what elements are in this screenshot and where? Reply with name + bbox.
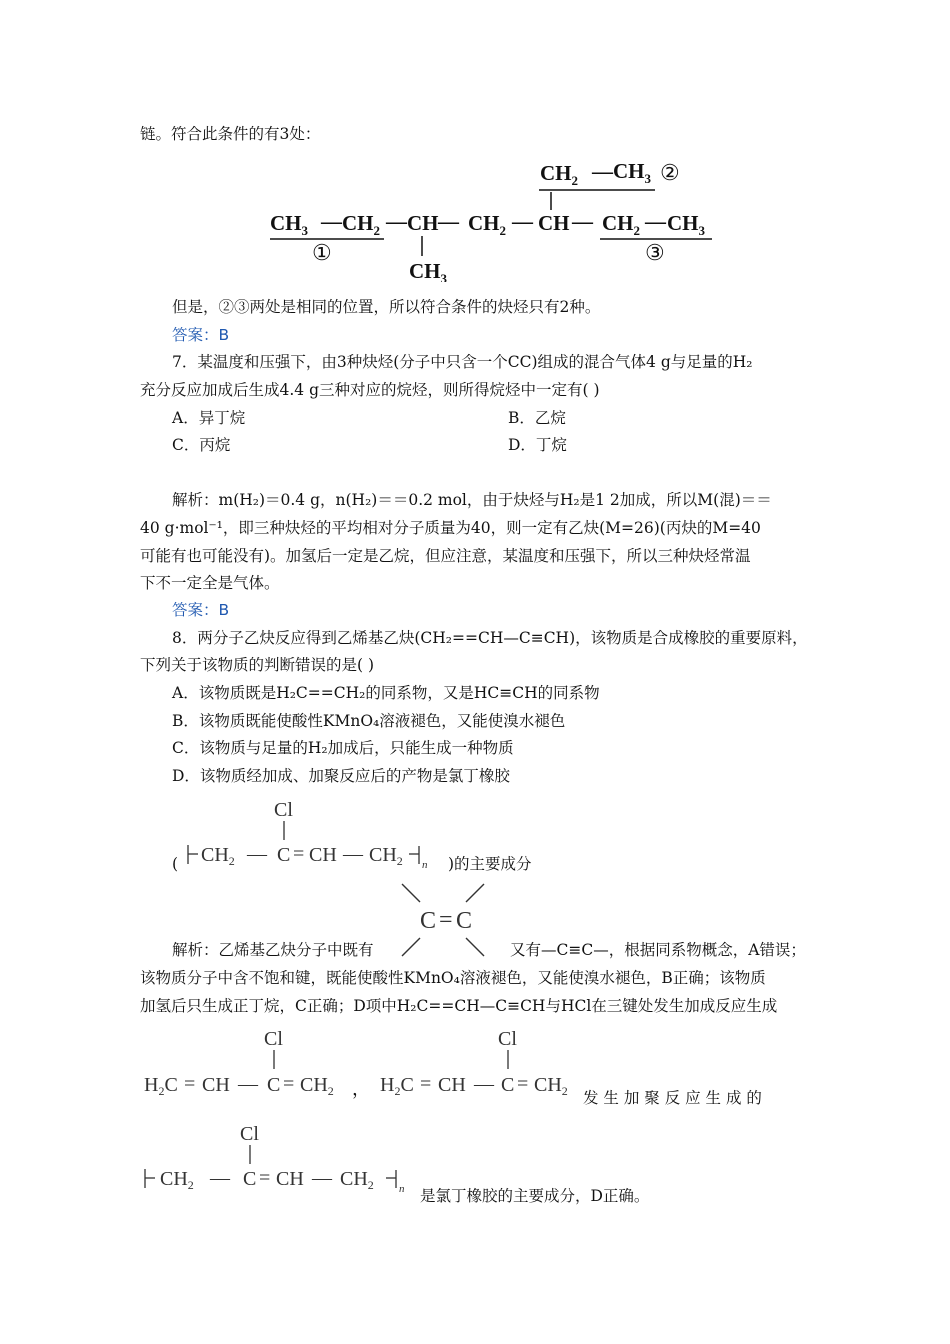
chloroprene-1 [142,1025,362,1099]
svg-text:n: n [399,1183,405,1195]
main-ch3b: $CH_3$ [667,211,705,238]
dash-1: — [321,209,342,233]
intro-line: 链。符合此条件的有3处： [140,125,321,143]
svg-text:C: C [243,1168,257,1190]
svg-text:=: = [259,1167,271,1189]
svg-text:=: = [293,843,305,865]
q8-explanation-3: 加氢后只生成正丁烷，C正确；D项中H₂C==CH—C≡CH与HCl在三键处发生加成反应生成 [140,997,778,1015]
svg-text:Cl: Cl [498,1028,517,1050]
mark-2: ② [660,160,680,185]
polymer-structure-1 [183,796,443,876]
q8-explanation-lead: 解析：乙烯基乙炔分子中既有 [172,941,374,959]
poly-close-text: )的主要成分 [448,855,532,873]
q7-explanation-3: 可能有也可能没有)。加氢后一定是乙烷，但应注意，某温度和压强下，所以三种炔烃常温 [140,547,751,565]
q7-explanation-1: 解析：m(H₂)＝0.4 g，n(H₂)＝＝0.2 mol，由于炔烃与H₂是1 2加成，所以M(混)＝＝ [172,491,772,509]
svg-text:Cl: Cl [264,1028,283,1050]
svg-text:C: C [456,908,473,934]
q7-option-b: B．乙烷 [508,409,566,427]
q8-explanation-lead-2: 又有—C≡C—，根据同系物概念，A错误； [510,941,806,959]
svg-text:=: = [439,907,453,933]
q7-option-d: D．丁烷 [508,436,567,454]
q8-option-d: D．该物质经加成、加聚反应后的产物是氯丁橡胶 [172,767,510,785]
svg-text:=: = [184,1073,196,1095]
main-ch3: $CH_3$ [270,211,308,238]
q8-option-b: B．该物质既能使酸性KMnO₄溶液褪色，又能使溴水褪色 [172,712,566,730]
comma: ， [352,1079,370,1100]
mark-3: ③ [645,240,665,265]
svg-text:C: C [267,1074,281,1096]
svg-text:Cl: Cl [274,799,293,821]
q7-option-c: C．丙烷 [172,436,231,454]
svg-text:CH: CH [276,1168,304,1190]
q8-option-c: C．该物质与足量的H₂加成后，只能生成一种物质 [172,739,514,757]
svg-text:=: = [420,1073,432,1095]
svg-text:=: = [283,1073,295,1095]
svg-text:CH: CH [438,1074,466,1096]
q8-option-a: A．该物质既是H₂C==CH₂的同系物，又是HC≡CH的同系物 [172,684,600,702]
polymer-structure-2 [140,1120,430,1200]
q7-line2: 充分反应加成后生成4.4 g三种对应的烷烃，则所得烷烃中一定有( ) [140,381,600,399]
q8-explanation-4-tail: 发 生 加 聚 反 应 生 成 的 [583,1089,762,1107]
svg-text:H2C: $H_2C$ [380,1074,414,1098]
dash-5: — [572,209,593,233]
svg-text:Cl: Cl [240,1123,259,1145]
svg-text:=: = [517,1073,529,1095]
q7-line1: 7．某温度和压强下，由3种炔烃(分子中只含一个CC)组成的混合气体4 g与足量的H₂ [172,353,753,371]
svg-text:H2C: $H_2C$ [144,1074,178,1098]
top-ch2: $CH_2$ [540,161,578,188]
svg-text:CH: CH [202,1074,230,1096]
methyl: $CH_3$ [409,259,447,282]
q7-explanation-2: 40 g·mol⁻¹，即三种炔烃的平均相对分子质量为40，则一定有乙炔(M=26)(丙炔的M=40 [140,519,761,537]
poly-open-paren: ( [172,855,179,873]
svg-text:—: — [343,843,363,865]
q7-explanation-4: 下不一定全是气体。 [140,574,280,592]
dash-3: — [438,209,459,233]
svg-text:C: C [501,1074,515,1096]
svg-text:CH2: $CH_2$ [340,1168,374,1192]
alkene-structure [398,880,498,960]
q7-answer: 答案：B [172,601,230,619]
svg-text:C: C [420,908,437,934]
svg-text:CH2: $CH_2$ [300,1074,334,1098]
q8-line2: 下列关于该物质的判断错误的是( ) [140,656,375,674]
main-ch2b: $CH_2$ [468,211,506,238]
main-ch-b: CH [538,211,570,235]
dash-6: — [645,209,666,233]
svg-text:—: — [210,1167,230,1189]
q7-option-a: A．异丁烷 [172,409,246,427]
chloroprene-2 [378,1025,598,1099]
q6-note: 但是，②③两处是相同的位置，所以符合条件的炔烃只有2种。 [172,298,601,316]
svg-text:CH2: $CH_2$ [160,1168,194,1192]
svg-text:—: — [247,843,267,865]
svg-text:n: n [422,859,428,871]
top-ch3: $—CH_3$ [592,159,651,186]
svg-text:C: C [277,844,291,866]
dash-4: — [512,209,533,233]
main-ch2a: $CH_2$ [342,211,380,238]
svg-text:—: — [238,1073,258,1095]
svg-text:CH2: $CH_2$ [201,844,235,868]
mark-1: ① [312,240,332,265]
q8-explanation-5-tail: 是氯丁橡胶的主要成分，D正确。 [420,1187,650,1205]
svg-text:CH2: $CH_2$ [369,844,403,868]
svg-text:CH2: $CH_2$ [534,1074,568,1098]
q8-line1: 8．两分子乙炔反应得到乙烯基乙炔(CH₂==CH—C≡CH)，该物质是合成橡胶的重要原料， [172,629,808,647]
main-ch2c: $CH_2$ [602,211,640,238]
svg-text:—: — [312,1167,332,1189]
dash-2: — [386,209,407,233]
q8-explanation-2: 该物质分子中含不饱和键，既能使酸性KMnO₄溶液褪色，又能使溴水褪色，B正确；该物质 [140,969,766,987]
q6-answer: 答案：B [172,326,230,344]
svg-text:CH: CH [309,844,337,866]
main-ch: CH [407,211,439,235]
alkane-structure [262,152,722,282]
svg-text:—: — [474,1073,494,1095]
